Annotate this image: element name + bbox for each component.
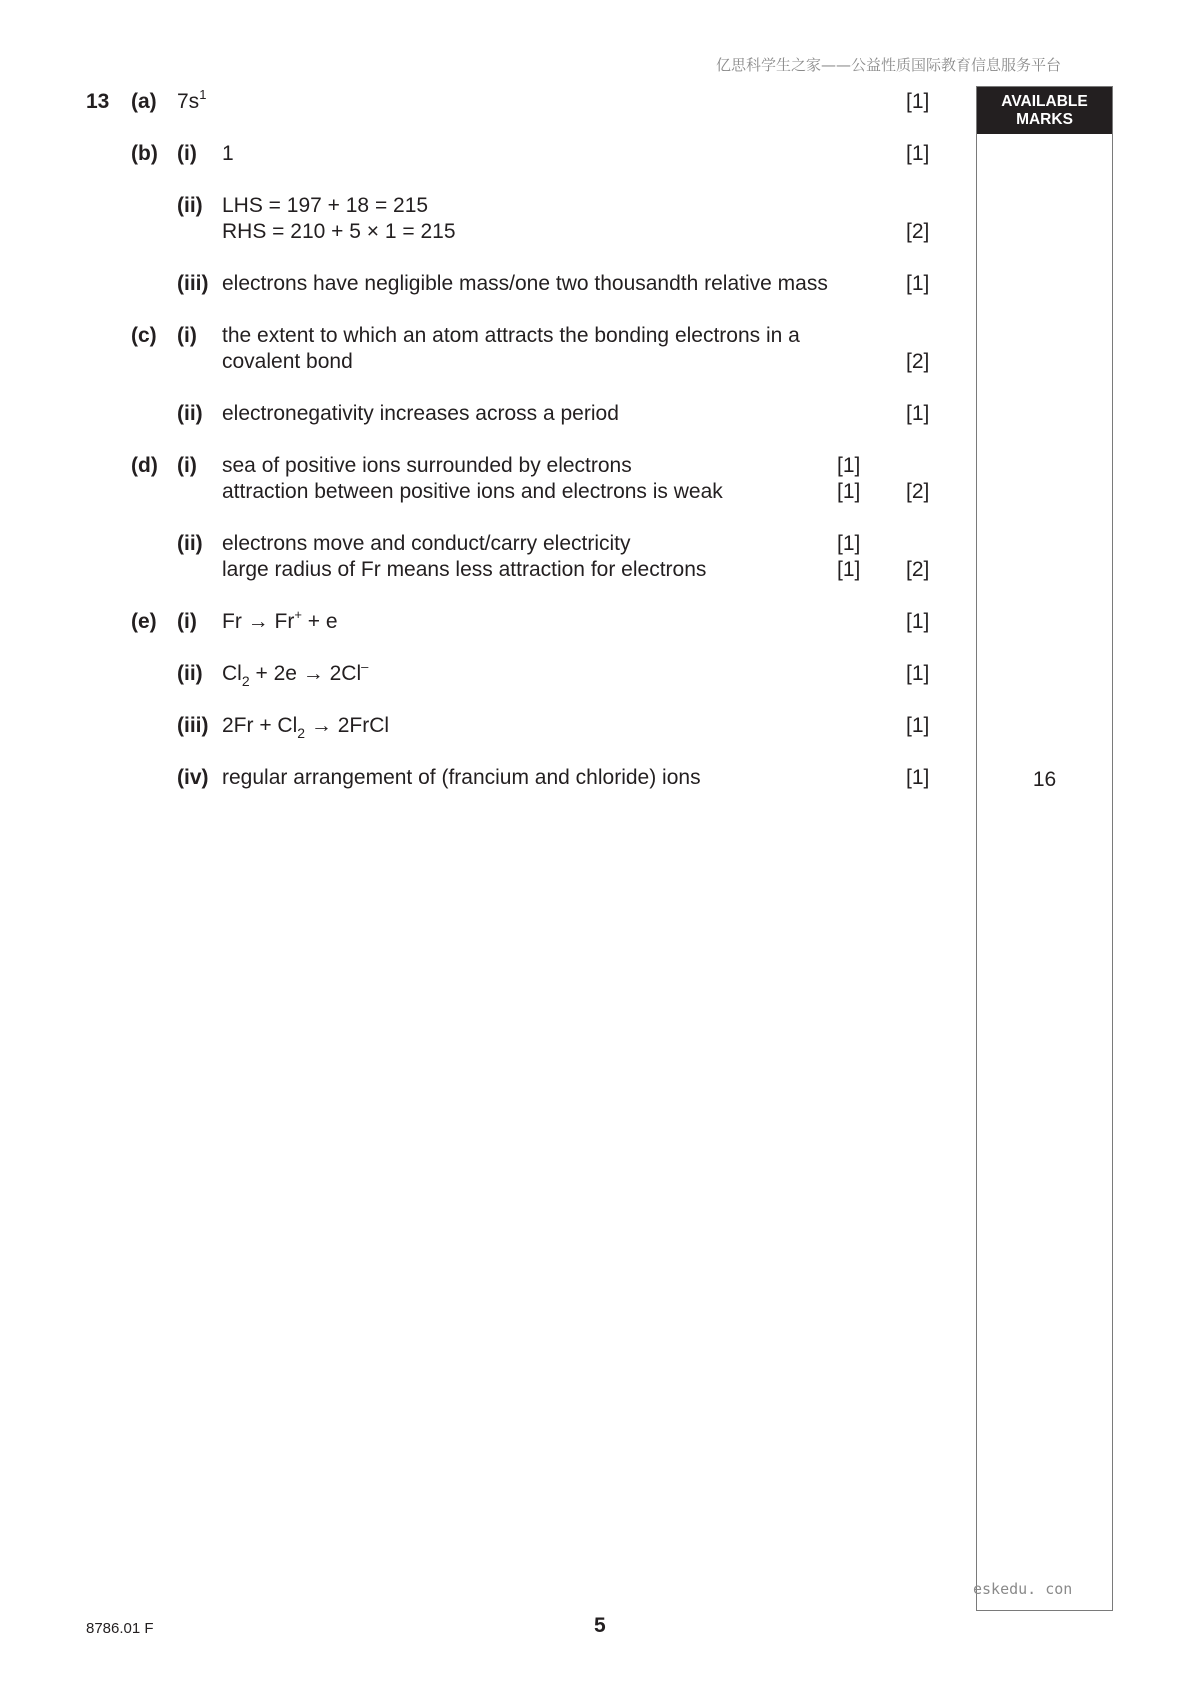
answer-row-13d-ii: [0, 531, 976, 591]
equation: $2Fr + Cl_2$ → 2FrCl: [222, 714, 390, 741]
mark: [1]: [906, 610, 930, 633]
mark: [1]: [906, 662, 930, 685]
mark: [1]: [906, 272, 930, 295]
question-number: 13: [86, 90, 110, 113]
subpart-label: (iii): [177, 272, 209, 295]
sub-mark: [1]: [837, 454, 861, 477]
subpart-label: (ii): [177, 402, 203, 425]
answer-row-13e-iv: [0, 765, 976, 825]
superscript: 1: [199, 87, 207, 102]
watermark-footer: eskedu. con: [973, 1580, 1073, 1598]
answer-row-13d-i: [0, 453, 976, 513]
sub-mark: [1]: [837, 532, 861, 555]
part-label: (b): [131, 142, 158, 165]
mark: [2]: [906, 350, 930, 373]
answer-row-13e-iii: [0, 713, 976, 773]
part-label: (a): [131, 90, 157, 113]
answer-row-13b-iii: [0, 271, 976, 331]
subpart-label: (i): [177, 324, 197, 347]
answer-row-13c-ii: [0, 401, 976, 461]
subpart-label: (ii): [177, 532, 203, 555]
subpart-label: (iv): [177, 766, 209, 789]
sub-mark: [1]: [837, 558, 861, 581]
answer-text: [222, 531, 902, 583]
answer-line: sea of positive ions surrounded by electrons: [222, 454, 632, 477]
subscript: 2: [241, 673, 250, 689]
part-label: (c): [131, 324, 157, 347]
available-marks-column: [976, 86, 1113, 1611]
equation: $Cl_2 + 2e \to 2Cl^-$: [222, 659, 369, 689]
answer-text: [222, 193, 902, 245]
answer-row-13e-ii: [0, 661, 976, 721]
answer-text: [222, 323, 902, 375]
subscript: 2: [297, 725, 306, 741]
mark: [1]: [906, 142, 930, 165]
mark: [2]: [906, 480, 930, 503]
available-marks-header: [977, 87, 1112, 134]
mark: [2]: [906, 220, 930, 243]
answer-text: 1: [222, 142, 234, 165]
answer-text: electrons have negligible mass/one two thousandth relative mass: [222, 272, 828, 295]
mark: [1]: [906, 714, 930, 737]
mark: [2]: [906, 558, 930, 581]
sub-mark: [1]: [837, 480, 861, 503]
mark: [1]: [906, 766, 930, 789]
answer-text: $7s^1$: [177, 87, 207, 113]
marks-header-line1: AVAILABLE: [1001, 93, 1088, 110]
mark: [1]: [906, 90, 930, 113]
part-label: (d): [131, 454, 158, 477]
answer-row-13c-i: [0, 323, 976, 383]
superscript: +: [294, 607, 302, 622]
answer-text: regular arrangement of (francium and chloride) ions: [222, 766, 701, 789]
subpart-label: (ii): [177, 662, 203, 685]
mark: [1]: [906, 402, 930, 425]
answer-line: attraction between positive ions and electrons is weak: [222, 480, 723, 503]
answer-line: large radius of Fr means less attraction for electrons: [222, 558, 707, 581]
subpart-label: (iii): [177, 714, 209, 737]
answer-text: [222, 453, 902, 505]
subpart-label: (i): [177, 610, 197, 633]
answer-text: electronegativity increases across a period: [222, 402, 619, 425]
answer-row-13b-i: [0, 141, 976, 201]
marks-header-line2: MARKS: [1016, 111, 1073, 128]
subpart-label: (ii): [177, 194, 203, 217]
answer-line: the extent to which an atom attracts the bonding electrons in a: [222, 324, 800, 347]
watermark-header: 亿思科学生之家——公益性质国际教育信息服务平台: [715, 56, 1061, 74]
answer-line: RHS = 210 + 5 × 1 = 215: [222, 220, 456, 243]
part-label: (e): [131, 610, 157, 633]
answer-line: covalent bond: [222, 350, 353, 373]
superscript: –: [361, 659, 369, 674]
answer-row-13e-i: [0, 609, 976, 669]
subpart-label: (i): [177, 142, 197, 165]
page-number: 5: [594, 1614, 606, 1637]
answer-line: electrons move and conduct/carry electricity: [222, 532, 631, 555]
total-available-marks: 16: [1032, 768, 1057, 791]
answer-line: LHS = 197 + 18 = 215: [222, 194, 429, 217]
answer-row-13b-ii: [0, 193, 976, 253]
answer-row-13a: [0, 89, 976, 149]
document-code: 8786.01 F: [86, 1620, 154, 1637]
subpart-label: (i): [177, 454, 197, 477]
equation: Fr → Fr+ + e: [222, 607, 338, 633]
